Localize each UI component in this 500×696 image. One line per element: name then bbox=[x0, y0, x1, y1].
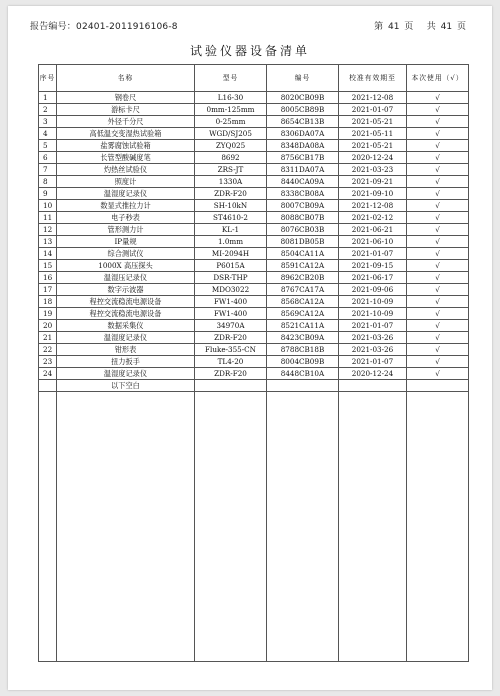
empty-cell bbox=[339, 380, 407, 392]
cell-valid-until: 2021-12-08 bbox=[339, 92, 407, 104]
cell-name: IP量规 bbox=[57, 236, 195, 248]
empty-cell bbox=[267, 380, 339, 392]
cell-name: 综合测试仪 bbox=[57, 248, 195, 260]
empty-cell bbox=[39, 392, 57, 662]
cell-code: 8005CB89B bbox=[267, 104, 339, 116]
cell-used-check: √ bbox=[407, 284, 469, 296]
cell-no: 21 bbox=[39, 332, 57, 344]
cell-valid-until: 2021-12-08 bbox=[339, 200, 407, 212]
cell-used-check: √ bbox=[407, 116, 469, 128]
cell-model: ZYQ025 bbox=[195, 140, 267, 152]
cell-name: 程控交流稳流电源设备 bbox=[57, 308, 195, 320]
cell-valid-until: 2021-09-15 bbox=[339, 260, 407, 272]
table-row-blank-notice bbox=[39, 380, 469, 392]
cell-valid-until: 2020-12-24 bbox=[339, 368, 407, 380]
empty-cell bbox=[195, 392, 267, 662]
cell-model: TL4-20 bbox=[195, 356, 267, 368]
cell-name: 温湿度记录仪 bbox=[57, 332, 195, 344]
table-row bbox=[39, 116, 469, 128]
cell-used-check: √ bbox=[407, 176, 469, 188]
table-header-row bbox=[39, 65, 469, 92]
cell-model: SH-10kN bbox=[195, 200, 267, 212]
table-row bbox=[39, 356, 469, 368]
empty-cell bbox=[39, 380, 57, 392]
cell-used-check: √ bbox=[407, 224, 469, 236]
cell-no: 20 bbox=[39, 320, 57, 332]
cell-name: 1000X 高压探头 bbox=[57, 260, 195, 272]
cell-code: 8306DA07A bbox=[267, 128, 339, 140]
cell-model: L16-30 bbox=[195, 92, 267, 104]
cell-name: 钢卷尺 bbox=[57, 92, 195, 104]
cell-used-check: √ bbox=[407, 104, 469, 116]
cell-no: 3 bbox=[39, 116, 57, 128]
total-unit: 页 bbox=[456, 22, 466, 32]
empty-cell bbox=[407, 380, 469, 392]
cell-name: 管形测力计 bbox=[57, 224, 195, 236]
cell-code: 8788CB18B bbox=[267, 344, 339, 356]
cell-model: KL-1 bbox=[195, 224, 267, 236]
cell-no: 17 bbox=[39, 284, 57, 296]
cell-model: MDO3022 bbox=[195, 284, 267, 296]
cell-name: 温湿度记录仪 bbox=[57, 188, 195, 200]
cell-valid-until: 2021-03-26 bbox=[339, 332, 407, 344]
cell-name: 数据采集仪 bbox=[57, 320, 195, 332]
cell-model: Fluke-355-CN bbox=[195, 344, 267, 356]
table-row bbox=[39, 272, 469, 284]
cell-name: 扭力扳手 bbox=[57, 356, 195, 368]
cell-no: 23 bbox=[39, 356, 57, 368]
cell-used-check: √ bbox=[407, 248, 469, 260]
cell-code: 8440CA09A bbox=[267, 176, 339, 188]
cell-used-check: √ bbox=[407, 272, 469, 284]
cell-valid-until: 2021-03-23 bbox=[339, 164, 407, 176]
page-unit: 页 bbox=[404, 22, 414, 32]
cell-model: 1.0mm bbox=[195, 236, 267, 248]
cell-used-check: √ bbox=[407, 308, 469, 320]
cell-used-check: √ bbox=[407, 356, 469, 368]
column-header-used: 本次使用（√） bbox=[407, 65, 469, 92]
cell-no: 9 bbox=[39, 188, 57, 200]
report-number bbox=[30, 19, 178, 32]
cell-valid-until: 2020-12-24 bbox=[339, 152, 407, 164]
table-row bbox=[39, 320, 469, 332]
cell-no: 14 bbox=[39, 248, 57, 260]
cell-model: ZDR-F20 bbox=[195, 332, 267, 344]
table-row bbox=[39, 140, 469, 152]
cell-valid-until: 2021-06-17 bbox=[339, 272, 407, 284]
cell-valid-until: 2021-05-11 bbox=[339, 128, 407, 140]
cell-used-check: √ bbox=[407, 164, 469, 176]
cell-no: 12 bbox=[39, 224, 57, 236]
cell-no: 13 bbox=[39, 236, 57, 248]
cell-used-check: √ bbox=[407, 236, 469, 248]
blank-notice: 以下空白 bbox=[57, 380, 195, 392]
table-filler-row bbox=[39, 392, 469, 662]
cell-used-check: √ bbox=[407, 332, 469, 344]
cell-name: 数显式推拉力计 bbox=[57, 200, 195, 212]
document-page bbox=[8, 6, 492, 690]
cell-no: 16 bbox=[39, 272, 57, 284]
table-row bbox=[39, 152, 469, 164]
cell-no: 19 bbox=[39, 308, 57, 320]
table-row bbox=[39, 248, 469, 260]
cell-no: 22 bbox=[39, 344, 57, 356]
table-row bbox=[39, 188, 469, 200]
cell-model: 1330A bbox=[195, 176, 267, 188]
cell-model: ST4610-2 bbox=[195, 212, 267, 224]
cell-valid-until: 2021-05-21 bbox=[339, 116, 407, 128]
cell-model: FW1-400 bbox=[195, 296, 267, 308]
total-pages: 41 bbox=[440, 22, 453, 32]
cell-valid-until: 2021-02-12 bbox=[339, 212, 407, 224]
cell-used-check: √ bbox=[407, 92, 469, 104]
cell-model: 8692 bbox=[195, 152, 267, 164]
cell-valid-until: 2021-06-21 bbox=[339, 224, 407, 236]
table-row bbox=[39, 332, 469, 344]
table-row bbox=[39, 368, 469, 380]
cell-no: 10 bbox=[39, 200, 57, 212]
empty-cell bbox=[339, 392, 407, 662]
table-row bbox=[39, 176, 469, 188]
table-row bbox=[39, 296, 469, 308]
cell-used-check: √ bbox=[407, 140, 469, 152]
cell-no: 18 bbox=[39, 296, 57, 308]
cell-no: 1 bbox=[39, 92, 57, 104]
cell-valid-until: 2021-10-09 bbox=[339, 308, 407, 320]
table-row bbox=[39, 128, 469, 140]
table-row bbox=[39, 344, 469, 356]
cell-valid-until: 2021-09-21 bbox=[339, 176, 407, 188]
total-prefix: 共 bbox=[426, 22, 436, 32]
cell-no: 11 bbox=[39, 212, 57, 224]
cell-name: 高低温交变湿热试验箱 bbox=[57, 128, 195, 140]
cell-no: 7 bbox=[39, 164, 57, 176]
cell-used-check: √ bbox=[407, 212, 469, 224]
cell-model: FW1-400 bbox=[195, 308, 267, 320]
cell-valid-until: 2021-01-07 bbox=[339, 104, 407, 116]
empty-cell bbox=[267, 392, 339, 662]
cell-code: 8076CB03B bbox=[267, 224, 339, 236]
report-number-label: 报告编号： bbox=[30, 22, 77, 32]
empty-cell bbox=[57, 392, 195, 662]
cell-code: 8962CB20B bbox=[267, 272, 339, 284]
cell-used-check: √ bbox=[407, 368, 469, 380]
cell-valid-until: 2021-03-26 bbox=[339, 344, 407, 356]
cell-valid-until: 2021-01-07 bbox=[339, 320, 407, 332]
empty-cell bbox=[195, 380, 267, 392]
cell-name: 数字示波器 bbox=[57, 284, 195, 296]
cell-name: 程控交流稳流电源设备 bbox=[57, 296, 195, 308]
cell-code: 8007CB09A bbox=[267, 200, 339, 212]
table-row bbox=[39, 200, 469, 212]
cell-valid-until: 2021-01-07 bbox=[339, 356, 407, 368]
cell-code: 8338CB08A bbox=[267, 188, 339, 200]
cell-code: 8756CB17B bbox=[267, 152, 339, 164]
cell-code: 8348DA08A bbox=[267, 140, 339, 152]
cell-model: ZRS-JT bbox=[195, 164, 267, 176]
cell-code: 8004CB09B bbox=[267, 356, 339, 368]
cell-valid-until: 2021-09-06 bbox=[339, 284, 407, 296]
document-title: 试验仪器设备清单 bbox=[189, 44, 310, 58]
cell-used-check: √ bbox=[407, 320, 469, 332]
cell-name: 灼热丝试验仪 bbox=[57, 164, 195, 176]
cell-used-check: √ bbox=[407, 188, 469, 200]
cell-used-check: √ bbox=[407, 128, 469, 140]
cell-model: 34970A bbox=[195, 320, 267, 332]
cell-code: 8591CA12A bbox=[267, 260, 339, 272]
cell-code: 8654CB13B bbox=[267, 116, 339, 128]
cell-valid-until: 2021-09-10 bbox=[339, 188, 407, 200]
cell-used-check: √ bbox=[407, 260, 469, 272]
equipment-table bbox=[38, 64, 469, 662]
cell-code: 8767CA17A bbox=[267, 284, 339, 296]
table-row bbox=[39, 236, 469, 248]
table-row bbox=[39, 92, 469, 104]
table-row bbox=[39, 308, 469, 320]
table-row bbox=[39, 284, 469, 296]
cell-model: WGD/SJ205 bbox=[195, 128, 267, 140]
table-row bbox=[39, 164, 469, 176]
cell-no: 6 bbox=[39, 152, 57, 164]
cell-no: 4 bbox=[39, 128, 57, 140]
cell-name: 温湿度记录仪 bbox=[57, 368, 195, 380]
table-row bbox=[39, 212, 469, 224]
column-header-no: 序号 bbox=[39, 65, 57, 92]
cell-name: 盐雾腐蚀试验箱 bbox=[57, 140, 195, 152]
cell-code: 8020CB09B bbox=[267, 92, 339, 104]
table-row bbox=[39, 104, 469, 116]
page-number: 41 bbox=[387, 22, 400, 32]
cell-used-check: √ bbox=[407, 200, 469, 212]
cell-name: 外径千分尺 bbox=[57, 116, 195, 128]
cell-valid-until: 2021-10-09 bbox=[339, 296, 407, 308]
cell-valid-until: 2021-05-21 bbox=[339, 140, 407, 152]
cell-model: ZDR-F20 bbox=[195, 368, 267, 380]
cell-model: 0mm-125mm bbox=[195, 104, 267, 116]
column-header-name: 名称 bbox=[57, 65, 195, 92]
cell-code: 8423CB09A bbox=[267, 332, 339, 344]
cell-name: 电子秒表 bbox=[57, 212, 195, 224]
column-header-valid: 校准有效期至 bbox=[339, 65, 407, 92]
cell-code: 8504CA11A bbox=[267, 248, 339, 260]
cell-model: MI-2094H bbox=[195, 248, 267, 260]
page-indicator bbox=[372, 19, 466, 32]
cell-code: 8569CA12A bbox=[267, 308, 339, 320]
cell-no: 15 bbox=[39, 260, 57, 272]
cell-name: 温湿压记录仪 bbox=[57, 272, 195, 284]
cell-name: 钳形表 bbox=[57, 344, 195, 356]
cell-valid-until: 2021-01-07 bbox=[339, 248, 407, 260]
cell-code: 8521CA11A bbox=[267, 320, 339, 332]
equipment-table-wrapper bbox=[38, 64, 468, 662]
cell-model: 0-25mm bbox=[195, 116, 267, 128]
empty-cell bbox=[407, 392, 469, 662]
report-number-value: 02401-2011916106-8 bbox=[76, 22, 178, 32]
cell-used-check: √ bbox=[407, 344, 469, 356]
cell-name: 长管型酸碱度笔 bbox=[57, 152, 195, 164]
column-header-code: 编号 bbox=[267, 65, 339, 92]
cell-code: 8448CB10A bbox=[267, 368, 339, 380]
page-prefix: 第 bbox=[374, 22, 384, 32]
cell-code: 8311DA07A bbox=[267, 164, 339, 176]
cell-used-check: √ bbox=[407, 296, 469, 308]
cell-model: ZDR-F20 bbox=[195, 188, 267, 200]
cell-no: 8 bbox=[39, 176, 57, 188]
table-row bbox=[39, 260, 469, 272]
cell-code: 8088CB07B bbox=[267, 212, 339, 224]
cell-name: 游标卡尺 bbox=[57, 104, 195, 116]
cell-code: 8081DB05B bbox=[267, 236, 339, 248]
cell-valid-until: 2021-06-10 bbox=[339, 236, 407, 248]
cell-no: 24 bbox=[39, 368, 57, 380]
column-header-model: 型号 bbox=[195, 65, 267, 92]
cell-name: 照度计 bbox=[57, 176, 195, 188]
cell-code: 8568CA12A bbox=[267, 296, 339, 308]
cell-no: 2 bbox=[39, 104, 57, 116]
cell-used-check: √ bbox=[407, 152, 469, 164]
table-row bbox=[39, 224, 469, 236]
cell-model: P6015A bbox=[195, 260, 267, 272]
table-body bbox=[39, 92, 469, 662]
cell-no: 5 bbox=[39, 140, 57, 152]
cell-model: DSR-THP bbox=[195, 272, 267, 284]
